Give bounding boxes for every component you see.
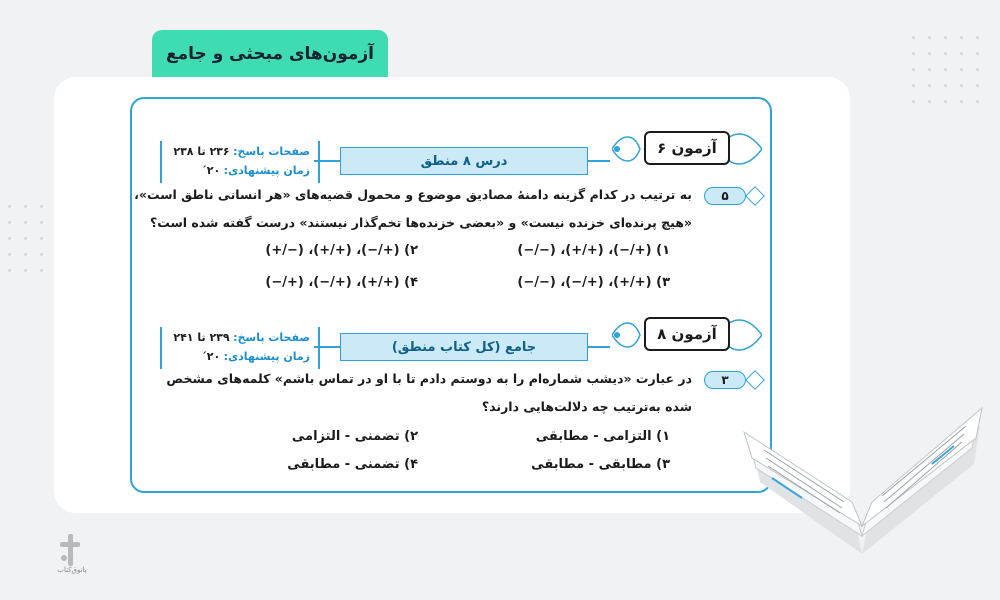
question-line-1: در عبارت «دیشب شماره‌ام را به دوستم دادم تا با او در تماس باشم» کلمه‌های مشخص <box>166 371 692 386</box>
time-label: زمان پیشنهادی: <box>223 164 310 177</box>
time-value: ۲۰ˊ <box>201 350 221 363</box>
exam-badge: آزمون ۸ <box>644 317 730 351</box>
answer-pages-label: صفحات پاسخ: <box>233 331 310 344</box>
lesson-bar: درس ۸ منطق <box>340 147 588 175</box>
option-2: ۲) (+/−)، (+/+)، (−/+) <box>265 243 418 258</box>
answer-pages-label: صفحات پاسخ: <box>233 145 310 158</box>
decorative-dots-right <box>912 36 992 116</box>
option-1: ۱) (+/−)، (+/+)، (−/−) <box>517 243 670 258</box>
question-number: ۳ <box>704 371 746 389</box>
exam-info-box <box>160 141 320 183</box>
option-3: ۳) مطابقی - مطابقی <box>531 457 670 472</box>
brand-name: پاتوق‌کتاب <box>57 566 87 574</box>
exam-badge: آزمون ۶ <box>644 131 730 165</box>
divider <box>586 346 610 348</box>
open-book-icon <box>742 386 987 556</box>
question-line-2: «هیچ پرنده‌ای خزنده نیست» و «بعضی خزنده‌ها تخم‌گذار نیستند» درست گفته شده است؟ <box>149 215 692 230</box>
option-4: ۴) تضمنی - مطابقی <box>287 457 418 472</box>
lesson-bar: جامع (کل کتاب منطق) <box>340 333 588 361</box>
page-title: آزمون‌های مبحثی و جامع <box>152 30 388 78</box>
divider <box>586 160 610 162</box>
exam-sample-frame <box>130 97 772 493</box>
exam-header <box>132 117 770 175</box>
answer-pages-value: ۲۳۹ تا ۲۴۱ <box>173 331 230 344</box>
question-line-2: شده به‌ترتیب چه دلالت‌هایی دارند؟ <box>481 399 692 414</box>
time-label: زمان پیشنهادی: <box>223 350 310 363</box>
exam-info-box <box>160 327 320 369</box>
exam-header <box>132 303 770 361</box>
time-value: ۲۰ˊ <box>201 164 221 177</box>
option-4: ۴) (+/+)، (+/−)، (+/−) <box>265 275 418 290</box>
question-number: ۵ <box>704 187 746 205</box>
diamond-icon <box>745 186 765 206</box>
option-1: ۱) التزامی - مطابقی <box>535 429 670 444</box>
answer-pages-value: ۲۳۶ تا ۲۳۸ <box>173 145 230 158</box>
option-2: ۲) تضمنی - التزامی <box>291 429 418 444</box>
option-3: ۳) (+/+)، (+/−)، (−/−) <box>517 275 670 290</box>
question-line-1: به ترتیب در کدام گزینه دامنهٔ مصادیق موضوع و محمول قضیه‌های «هر انسانی ناطق است»، <box>134 187 692 202</box>
